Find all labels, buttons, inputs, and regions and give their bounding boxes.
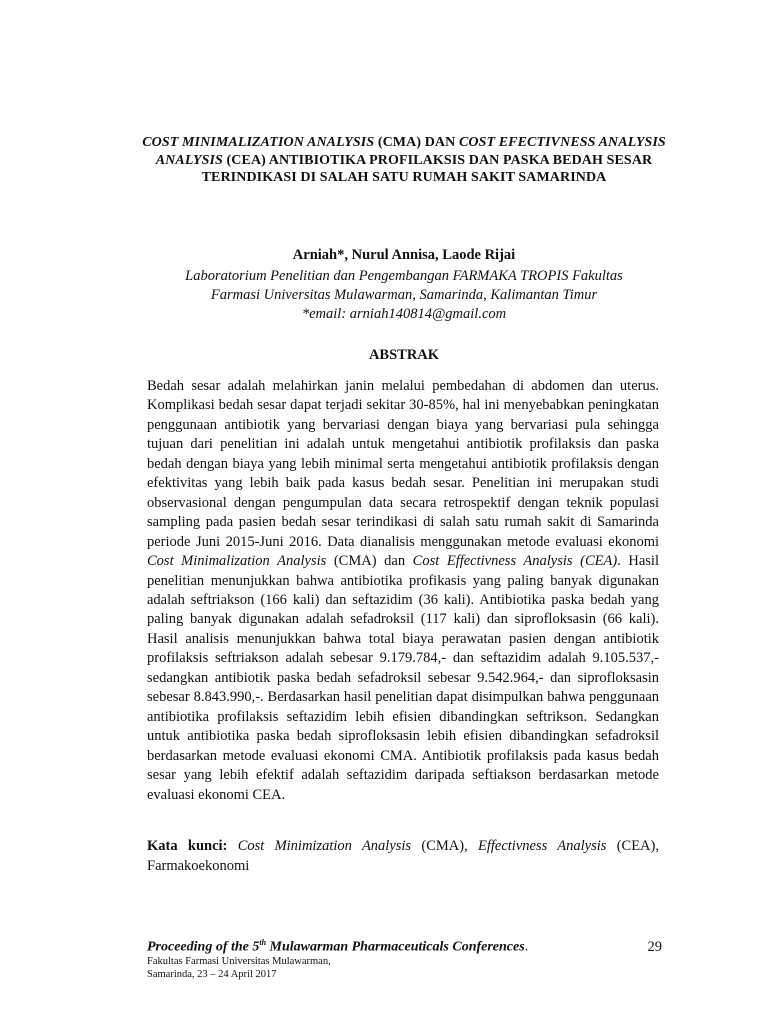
keyword-sep-1: (CMA), [411, 838, 478, 854]
footer-date: Samarinda, 23 – 24 April 2017 [147, 969, 277, 980]
author-email: *email: arniah140814@gmail.com [301, 306, 507, 322]
footer-proceeding [147, 938, 528, 956]
footer-details [147, 955, 331, 981]
affiliation [140, 267, 668, 324]
author-list: Arniah*, Nurul Annisa, Laode Rijai [292, 247, 516, 263]
keyword-cea: Effectivness Analysis [477, 838, 607, 854]
title-text-dan: (CMA) DAN [374, 135, 459, 150]
affiliation-line-1: Laboratorium Penelitian dan Pengembangan FARMAKA TROPIS Fakultas [185, 268, 623, 284]
paper-title [140, 134, 668, 187]
affiliation-line-2: Farmasi Universitas Mulawarman, Samarinda, Kalimantan Timur [210, 287, 598, 303]
footer-proceeding-post: Mulawarman Pharmaceuticals Conferences [266, 939, 525, 955]
abstract-text-2: (CMA) dan [326, 553, 413, 570]
keyword-rest: (CEA), Farmakoekonomi [147, 838, 659, 874]
abstract-text-1: Bedah sesar adalah melahirkan janin melalui pembedahan di abdomen dan uterus. Komplikasi bedah sesar dapat terjadi sekitar 30-85%, hal ini menyebabkan peningkatan penggunaan antibiotik yang bervariasi dengan biaya yang bervariasi pula sehingga tujuan dari penelitian ini adalah untuk mengetahui antibiotik profilaksis dan paska bedah dengan biaya yang lebih minimal serta mengetahui antibiotik profilaksis dengan efektivitas yang lebih baik pada kasus bedah sesar. Penelitian ini merupakan studi observasional dengan pengumpulan data secara retrospektif dengan teknik populasi sampling pada pasien bedah sesar terindikasi di salah satu rumah sakit di Samarinda periode Juni 2015-Juni 2016. Data dianalisis menggunakan metode evaluasi ekonomi [147, 378, 659, 550]
keywords [147, 836, 659, 876]
abstract-italic-cma: Cost Minimalization Analysis [147, 553, 327, 570]
abstract-heading: ABSTRAK [368, 347, 440, 363]
footer-proceeding-pre: Proceeding of the 5 [147, 939, 260, 955]
title-italic-cea: COST EFECTIVNESS ANALYSIS ANALYSIS [155, 135, 666, 168]
footer-proceeding-end: . [524, 939, 529, 955]
page-number: 29 [647, 939, 662, 955]
abstract-italic-cea: Cost Effectivness Analysis (CEA) [412, 553, 618, 570]
title-italic-cma: COST MINIMALIZATION ANALYSIS [142, 135, 375, 150]
title-text-rest: (CEA) ANTIBIOTIKA PROFILAKSIS DAN PASKA BEDAH SESAR TERINDIKASI DI SALAH SATU RUMAH SAKIT SAMARINDA [201, 152, 653, 185]
keyword-cma: Cost Minimization Analysis [237, 838, 412, 854]
abstract-text-3: . Hasil penelitian menunjukkan bahwa antibiotika profikasis yang paling banyak digunakan adalah seftriakson (166 kali) dan seftazidim (36 kali). Antibiotika paska bedah yang paling banyak digunakan adalah sefadroksil (117 kali) dan siprofloksasin (66 kali). Hasil analisis menunjukkan bahwa total biaya perawatan pasien dengan antibiotik profilaksis seftriakson adalah sebesar 9.179.784,- dan seftazidim adalah 9.105.537,- sedangkan antibiotik paska bedah sefadroksil sebesar 9.542.964,- dan siprofloksasin sebesar 8.843.990,-. Berdasarkan hasil penelitian dapat disimpulkan bahwa penggunaan antibiotika profilaksis seftazidim lebih efisien dibandingkan seftrikson. Sedangkan untuk antibiotika paska bedah siprofloksasin lebih efisien dibandingkan sefadroksil berdasarkan metode evaluasi ekonomi CMA. Antibiotik profilaksis pada kasus bedah sesar yang lebih efektif adalah seftazidim daripada seftiakson berdasarkan metode evaluasi ekonomi CEA. [147, 553, 659, 803]
footer-proceeding-sup: th [259, 938, 267, 947]
abstract-body [147, 377, 659, 805]
keywords-label: Kata kunci: [147, 838, 228, 854]
footer-faculty: Fakultas Farmasi Universitas Mulawarman, [147, 956, 331, 967]
